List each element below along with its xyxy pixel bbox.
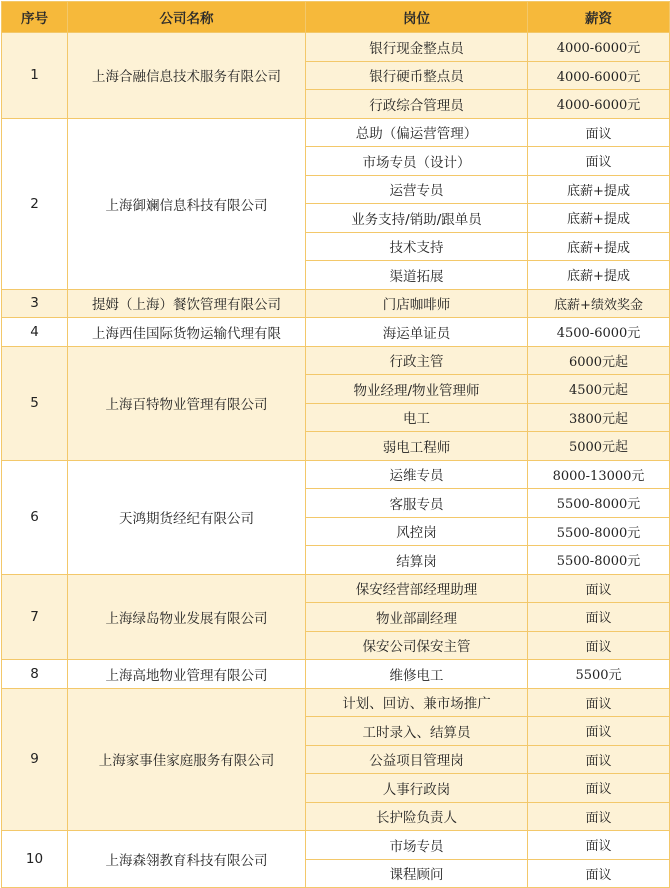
position-name: 运营专员 (306, 175, 528, 204)
salary-value: 8000-13000元 (528, 460, 670, 489)
table-row (2, 460, 670, 489)
table-row (2, 289, 670, 318)
salary-value: 面议 (528, 802, 670, 831)
position-name: 总助（偏运营管理） (306, 118, 528, 147)
position-name: 电工 (306, 403, 528, 432)
position-name: 海运单证员 (306, 318, 528, 347)
salary-value: 面议 (528, 118, 670, 147)
salary-value: 5000元起 (528, 432, 670, 461)
header-no: 序号 (2, 2, 68, 33)
salary-value: 3800元起 (528, 403, 670, 432)
position-name: 课程顾问 (306, 859, 528, 888)
salary-value: 4000-6000元 (528, 33, 670, 62)
position-name: 行政主管 (306, 346, 528, 375)
salary-value: 5500-8000元 (528, 489, 670, 518)
position-name: 物业经理/物业管理师 (306, 375, 528, 404)
row-number: 1 (2, 33, 68, 119)
salary-value: 4000-6000元 (528, 61, 670, 90)
company-name: 上海家事佳家庭服务有限公司 (68, 688, 306, 831)
company-name: 上海森翎教育科技有限公司 (68, 831, 306, 888)
table-row (2, 574, 670, 603)
table-row (2, 33, 670, 62)
position-name: 技术支持 (306, 232, 528, 261)
salary-value: 面议 (528, 688, 670, 717)
salary-value: 面议 (528, 831, 670, 860)
header-position: 岗位 (306, 2, 528, 33)
position-name: 市场专员 (306, 831, 528, 860)
table-row (2, 660, 670, 689)
table-row (2, 831, 670, 860)
salary-value: 面议 (528, 774, 670, 803)
position-name: 银行现金整点员 (306, 33, 528, 62)
salary-value: 底薪+提成 (528, 175, 670, 204)
company-name: 上海御斓信息科技有限公司 (68, 118, 306, 289)
salary-value: 4500-6000元 (528, 318, 670, 347)
salary-value: 底薪+提成 (528, 232, 670, 261)
salary-value: 面议 (528, 859, 670, 888)
position-name: 业务支持/销助/跟单员 (306, 204, 528, 233)
header-company: 公司名称 (68, 2, 306, 33)
company-name: 天鸿期货经纪有限公司 (68, 460, 306, 574)
position-name: 门店咖啡师 (306, 289, 528, 318)
salary-value: 4000-6000元 (528, 90, 670, 119)
position-name: 保安经营部经理助理 (306, 574, 528, 603)
salary-value: 面议 (528, 717, 670, 746)
table-header (2, 2, 670, 33)
row-number: 10 (2, 831, 68, 888)
row-number: 7 (2, 574, 68, 660)
company-name: 提姆（上海）餐饮管理有限公司 (68, 289, 306, 318)
row-number: 8 (2, 660, 68, 689)
salary-value: 4500元起 (528, 375, 670, 404)
row-number: 6 (2, 460, 68, 574)
position-name: 公益项目管理岗 (306, 745, 528, 774)
position-name: 计划、回访、兼市场推广 (306, 688, 528, 717)
salary-value: 6000元起 (528, 346, 670, 375)
position-name: 渠道拓展 (306, 261, 528, 290)
company-name: 上海高地物业管理有限公司 (68, 660, 306, 689)
row-number: 4 (2, 318, 68, 347)
row-number: 9 (2, 688, 68, 831)
position-name: 维修电工 (306, 660, 528, 689)
row-number: 3 (2, 289, 68, 318)
position-name: 风控岗 (306, 517, 528, 546)
position-name: 市场专员（设计） (306, 147, 528, 176)
table-row (2, 688, 670, 717)
company-name: 上海绿岛物业发展有限公司 (68, 574, 306, 660)
salary-value: 底薪+提成 (528, 261, 670, 290)
company-name: 上海西佳国际货物运输代理有限 (68, 318, 306, 347)
position-name: 客服专员 (306, 489, 528, 518)
salary-value: 5500-8000元 (528, 517, 670, 546)
header-row (2, 2, 670, 33)
position-name: 保安公司保安主管 (306, 631, 528, 660)
company-name: 上海百特物业管理有限公司 (68, 346, 306, 460)
salary-value: 面议 (528, 745, 670, 774)
salary-value: 5500元 (528, 660, 670, 689)
position-name: 银行硬币整点员 (306, 61, 528, 90)
salary-value: 面议 (528, 574, 670, 603)
table-row (2, 318, 670, 347)
position-name: 运维专员 (306, 460, 528, 489)
table-body (2, 33, 670, 888)
position-name: 工时录入、结算员 (306, 717, 528, 746)
position-name: 弱电工程师 (306, 432, 528, 461)
salary-value: 面议 (528, 631, 670, 660)
position-name: 长护险负责人 (306, 802, 528, 831)
table-row (2, 118, 670, 147)
row-number: 2 (2, 118, 68, 289)
position-name: 人事行政岗 (306, 774, 528, 803)
row-number: 5 (2, 346, 68, 460)
position-name: 行政综合管理员 (306, 90, 528, 119)
header-salary: 薪资 (528, 2, 670, 33)
salary-value: 5500-8000元 (528, 546, 670, 575)
salary-value: 底薪+绩效奖金 (528, 289, 670, 318)
position-name: 物业部副经理 (306, 603, 528, 632)
company-name: 上海合融信息技术服务有限公司 (68, 33, 306, 119)
table-row (2, 346, 670, 375)
salary-value: 面议 (528, 603, 670, 632)
position-name: 结算岗 (306, 546, 528, 575)
jobs-table (1, 1, 670, 888)
salary-value: 底薪+提成 (528, 204, 670, 233)
salary-value: 面议 (528, 147, 670, 176)
